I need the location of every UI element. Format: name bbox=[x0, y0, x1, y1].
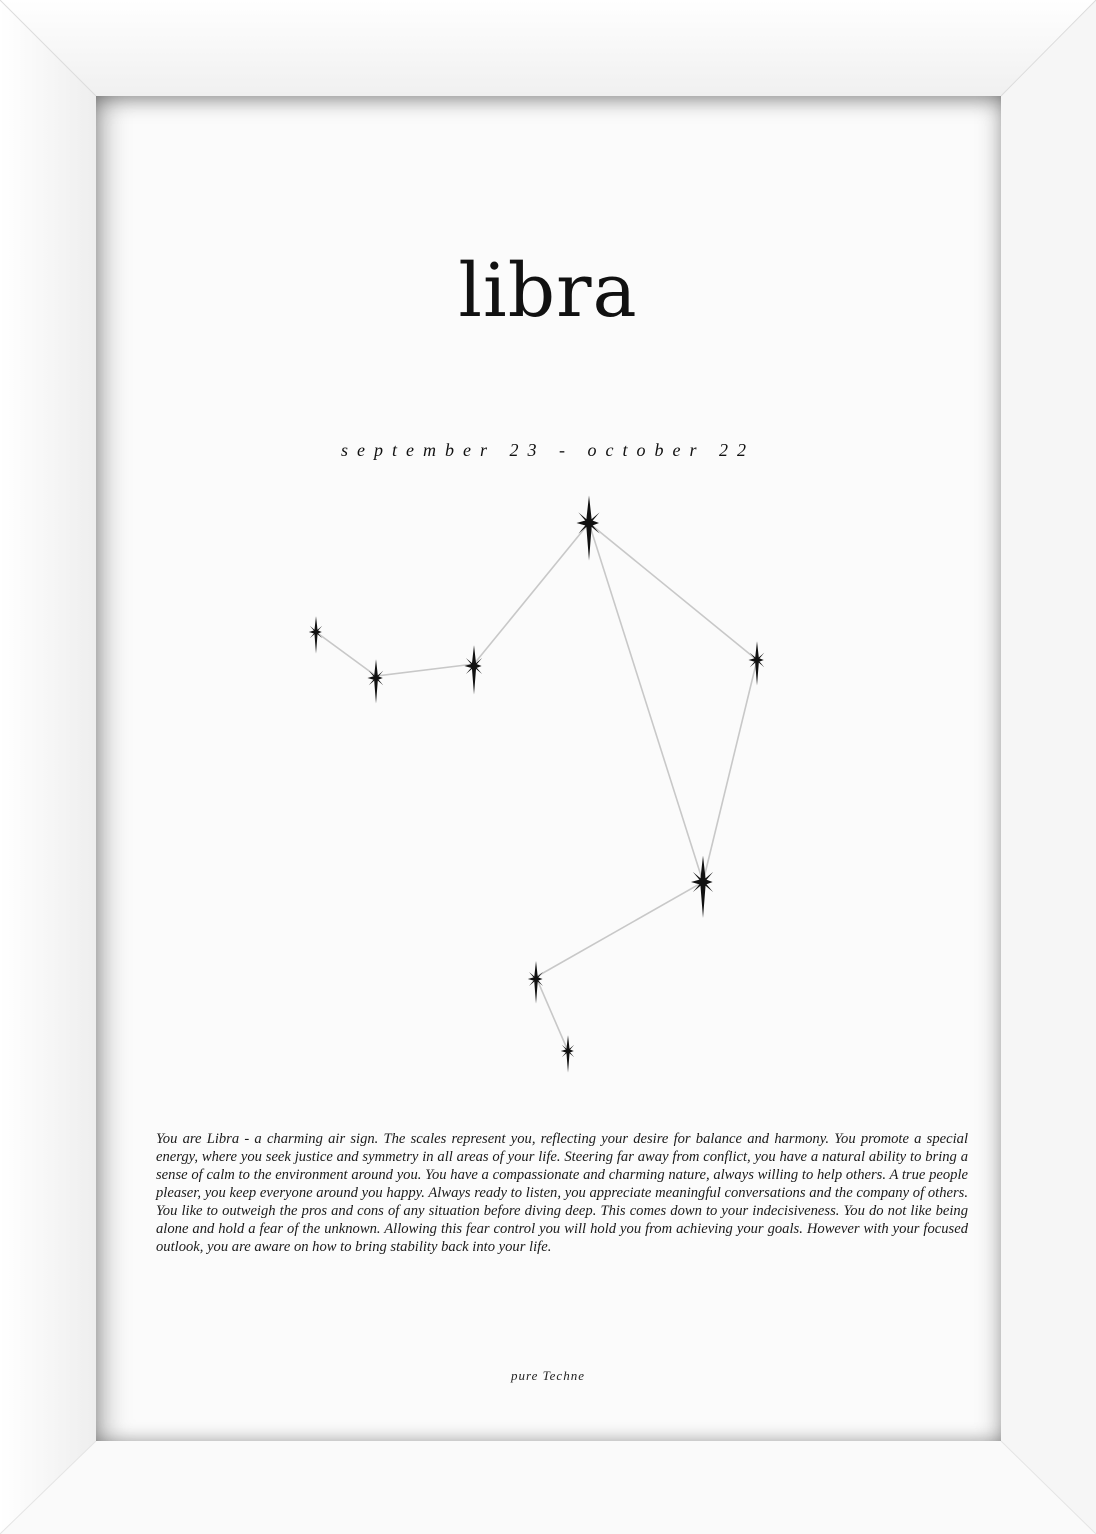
date-range: september 23 - october 22 bbox=[341, 440, 755, 460]
brand-signature: pure Techne bbox=[511, 1368, 585, 1383]
frame-left bbox=[0, 0, 96, 1534]
frame-bottom bbox=[0, 1441, 1096, 1534]
description-text: You are Libra - a charming air sign. The scales represent you, reflecting your desire for balance and harmony. You promote a special energy, where you seek justice and symmetry in all areas of your life. Steering far away from conflict, you have a natural ability to bring a sense of calm to the environment around you. You have a compassionate and charming nature, always willing to help others. A true people pleaser, you keep everyone around you happy. Always ready to listen, you appreciate meaningful conversations and the company of others. You like to outweigh the pros and cons of any situation before diving deep. This comes down to your indecisiveness. You do not like being alone and hold a fear of the unknown. Allowing this fear control you will hold you from achieving your goals. However with your focused outlook, you are aware on how to bring stability back into your life. bbox=[156, 1131, 968, 1255]
frame-right bbox=[1001, 0, 1096, 1534]
poster-title: libra bbox=[458, 248, 638, 334]
frame-top bbox=[0, 0, 1096, 96]
